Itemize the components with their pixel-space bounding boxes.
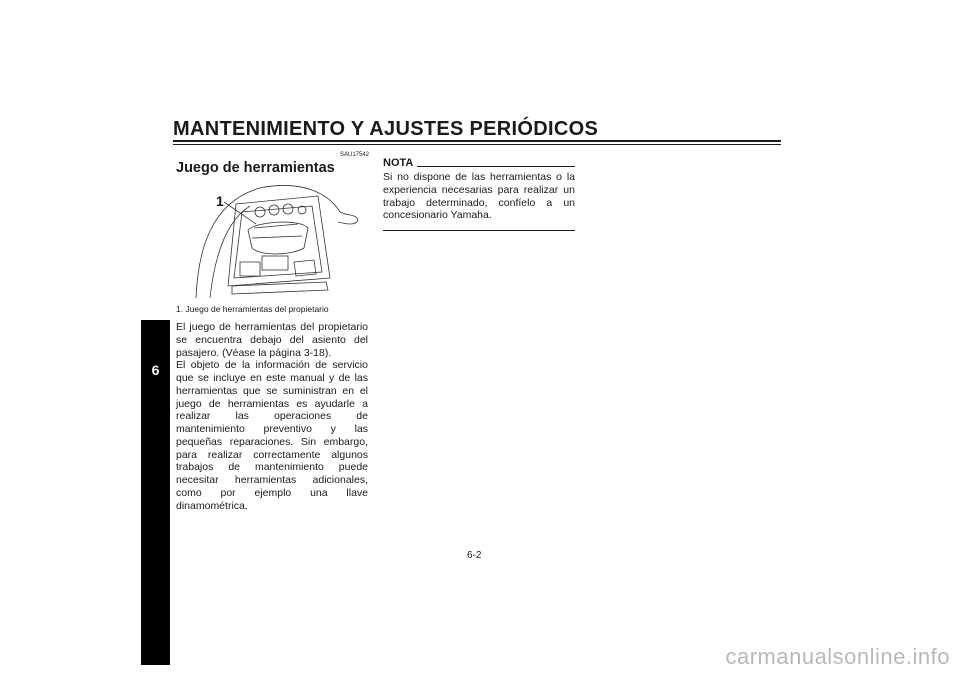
note-title: NOTA [383,157,414,169]
page-number: 6-2 [467,550,482,561]
section-code: SAU17542 [340,152,370,158]
note-text: Si no dispone de las herramientas o la experiencia necesarias para realizar un trabajo determinado, confíelo a un concesionario Yamaha. [383,171,575,222]
figure-callout: 1 [216,193,224,209]
chapter-tab: 6 [141,320,170,665]
body-text [176,321,368,512]
page-title: MANTENIMIENTO Y AJUSTES PERIÓDICOS [173,118,599,140]
note-box [383,157,575,231]
section-title: Juego de herramientas [176,160,335,176]
note-bottom-rule [383,230,575,231]
header-rule [173,140,781,142]
note-header [383,157,575,169]
figure-caption: 1. Juego de herramientas del propietario [176,304,329,314]
paragraph: El objeto de la información de servicio que se incluye en este manual y de las herramientas que se suministran en el juego de herramientas es ayudarle a realizar las operaciones de mantenimiento preventivo y las pequeñas reparaciones. Sin embargo, para realizar correctamente algunos trabajos de mantenimiento puede necesitar herramientas adicionales, como por ejemplo una llave dinamométrica. [176,359,368,512]
header-rule-thin [173,144,781,145]
note-rule [417,166,575,167]
paragraph: El juego de herramientas del propietario se encuentra debajo del asiento del pasajero. (Véase la página 3-18). [176,321,368,359]
watermark: carmanualsonline.info [725,644,950,669]
